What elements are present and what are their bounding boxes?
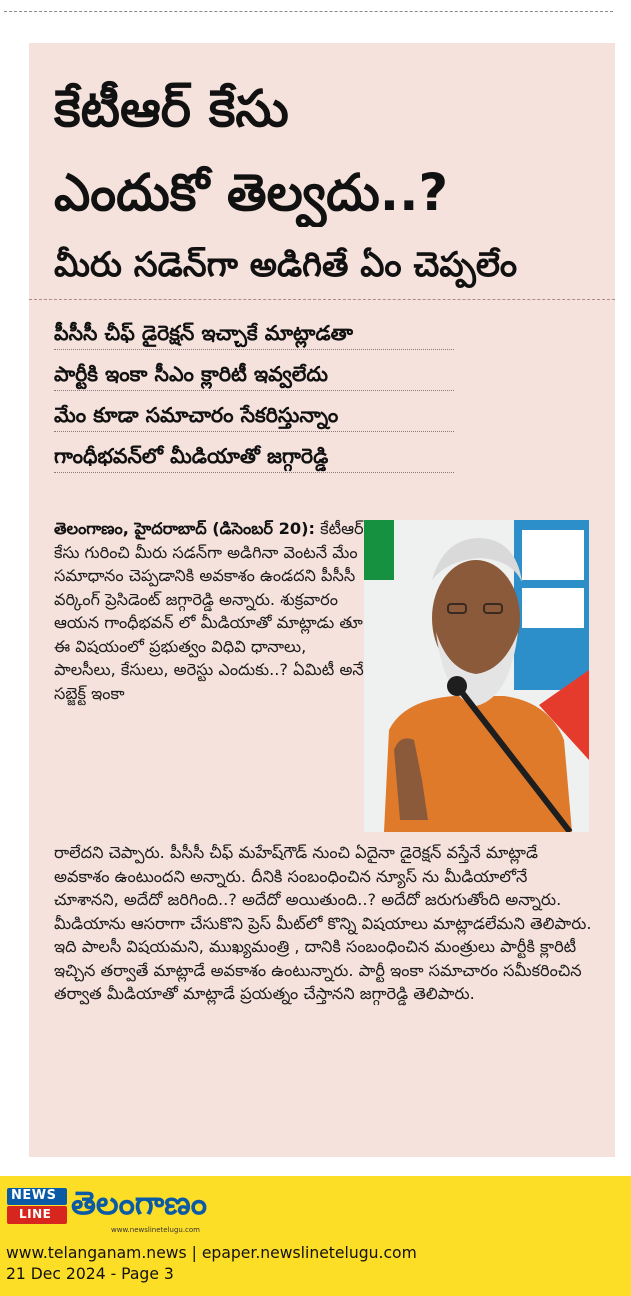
subhead-1: పీసీసీ చీఫ్ డైరెక్షన్ ఇచ్చాకే మాట్లాడతా xyxy=(54,317,454,350)
footer-website-links[interactable]: www.telanganam.news | epaper.newslinetelugu.com xyxy=(6,1244,417,1262)
newsline-telanganam-logo xyxy=(7,1184,247,1244)
article-photo xyxy=(364,520,589,832)
article-dateline: తెలంగాణం, హైదరాబాద్ (డిసెంబర్ 20): xyxy=(54,519,316,538)
footer-date-page: 21 Dec 2024 - Page 3 xyxy=(6,1265,174,1283)
article-body-column xyxy=(54,517,366,847)
logo-news-word: NEWS xyxy=(11,1188,57,1203)
headline-line-3: మీరు సడెన్‌గా అడిగితే ఏం చెప్పలేం xyxy=(54,245,518,285)
headline-line-2: ఎందుకో తెల్వదు..? xyxy=(54,164,449,223)
speaker-photo-illustration xyxy=(364,520,589,832)
subhead-3: మేం కూడా సమాచారం సేకరిస్తున్నాం xyxy=(54,399,454,432)
article-body-continued: రాలేదని చెప్పారు. పీసీసీ చీఫ్ మహేష్‌గౌడ్ నుంచి ఏదైనా డైరెక్షన్ వస్తేనే మాట్లాడే అవకాశం ఉంటుందని అన్నారు. దీనికి సంబంధించిన న్యూస్ ను మీడియాలోనే చూశానని, అదేదో జరిగింది..? అదేదో అయితుంది..? అదేదో జరుగుతోంది అన్నారు. మీడియాను ఆసరాగా చేసుకొని ప్రెస్ మీట్‌లో కొన్ని విషయాలు మాట్లాడలేమని తెలిపారు. ఇది పాలసీ విషయమని, ముఖ్యమంత్రి , దానికి సంబంధించిన మంత్రులు పార్టీకి క్లారిటీ ఇచ్చిన తర్వాతే మాట్లాడే అవకాశం ఉంటున్నారు. పార్టీ ఇంకా సమాచారం సమీకరించిన తర్వాత మీడియాతో మాట్లాడే ప్రయత్నం చేస్తానని జగ్గారెడ్డి తెలిపారు. xyxy=(54,843,592,1003)
page-footer xyxy=(0,1176,631,1296)
subhead-2: పార్టీకి ఇంకా సీఎం క్లారిటీ ఇవ్వలేదు xyxy=(54,358,454,391)
logo-website: www.newslinetelugu.com xyxy=(111,1226,200,1234)
logo-line-word: LINE xyxy=(19,1207,52,1221)
logo-telanganam-wordmark: తెలంగాణం xyxy=(71,1184,207,1222)
page-top-cut-line xyxy=(4,11,613,12)
article-body-left: కేటీఆర్ కేసు గురించి మీరు సడన్‌గా అడిగినా వెంటనే మేం సమాధానం చెప్పడానికి అవకాశం ఉండదని పీసీసీ వర్కింగ్ ప్రెసిడెంట్ జగ్గారెడ్డి అన్నారు. శుక్రవారం ఆయన గాంధీభవన్ లో మీడియాతో మాట్లాడు తూ ఈ విషయంలో ప్రభుత్వం విధివి ధానాలు, పాలసీలు, కేసులు, అరెస్టు ఎందుకు..? ఏమిటీ అనే సబ్జెక్ట్ ఇంకా xyxy=(54,519,364,703)
subhead-4: గాంధీభవన్‌లో మీడియాతో జగ్గారెడ్డి xyxy=(54,440,454,473)
news-clipping xyxy=(29,43,615,1157)
headline-line-1: కేటీఆర్ కేసు xyxy=(54,80,289,139)
headline-divider xyxy=(29,299,615,300)
